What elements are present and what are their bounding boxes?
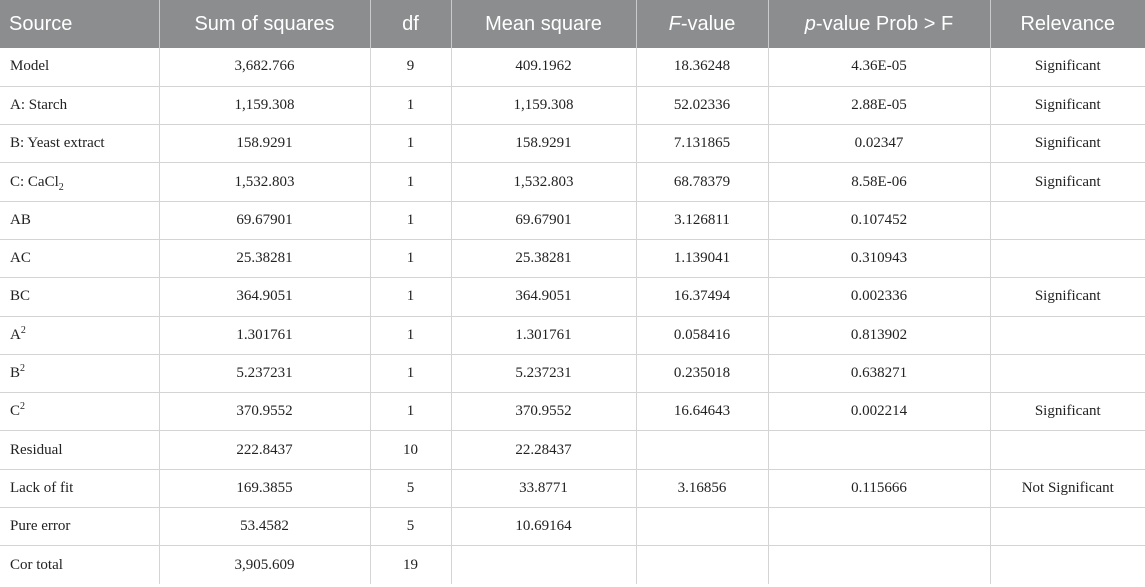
table-row xyxy=(0,546,1145,584)
cell-df: 1 xyxy=(370,278,451,316)
cell-source xyxy=(0,393,159,431)
cell-p-value: 0.813902 xyxy=(768,316,990,354)
cell-df: 1 xyxy=(370,86,451,124)
cell-source xyxy=(0,125,159,163)
cell-sum-of-squares: 25.38281 xyxy=(159,239,370,277)
cell-f-value xyxy=(636,431,768,469)
source-label: BC xyxy=(10,288,31,305)
cell-p-value: 4.36E-05 xyxy=(768,48,990,86)
header-sum-of-squares: Sum of squares xyxy=(159,0,370,48)
cell-mean-square: 370.9552 xyxy=(451,393,636,431)
cell-f-value: 68.78379 xyxy=(636,163,768,201)
header-f-rest: -value xyxy=(680,12,736,35)
source-label: C: CaCl xyxy=(10,173,59,190)
header-df: df xyxy=(370,0,451,48)
source-label: A xyxy=(10,326,21,343)
cell-relevance: Significant xyxy=(990,278,1145,316)
cell-sum-of-squares: 364.9051 xyxy=(159,278,370,316)
cell-source xyxy=(0,431,159,469)
source-label: B: Yeast extract xyxy=(10,135,105,152)
cell-sum-of-squares: 3,905.609 xyxy=(159,546,370,584)
table-row xyxy=(0,354,1145,392)
cell-source xyxy=(0,546,159,584)
table-row xyxy=(0,469,1145,507)
cell-relevance xyxy=(990,316,1145,354)
source-label: Pure error xyxy=(10,518,71,535)
table-row xyxy=(0,508,1145,546)
header-mean-square: Mean square xyxy=(451,0,636,48)
cell-f-value xyxy=(636,508,768,546)
table-row xyxy=(0,163,1145,201)
source-label: Lack of fit xyxy=(10,479,74,496)
cell-relevance: Not Significant xyxy=(990,469,1145,507)
cell-df: 1 xyxy=(370,316,451,354)
cell-f-value: 16.37494 xyxy=(636,278,768,316)
header-relevance: Relevance xyxy=(990,0,1145,48)
cell-mean-square: 158.9291 xyxy=(451,125,636,163)
cell-sum-of-squares: 69.67901 xyxy=(159,201,370,239)
source-superscript: 2 xyxy=(20,401,26,413)
cell-p-value: 0.107452 xyxy=(768,201,990,239)
cell-df: 1 xyxy=(370,354,451,392)
source-superscript: 2 xyxy=(20,363,26,375)
cell-df: 19 xyxy=(370,546,451,584)
cell-df: 9 xyxy=(370,48,451,86)
table-row xyxy=(0,86,1145,124)
cell-relevance xyxy=(990,239,1145,277)
cell-relevance xyxy=(990,431,1145,469)
cell-sum-of-squares: 370.9552 xyxy=(159,393,370,431)
source-label: C xyxy=(10,403,21,420)
header-row xyxy=(0,0,1145,48)
source-label: Residual xyxy=(10,441,63,458)
cell-source xyxy=(0,469,159,507)
cell-relevance: Significant xyxy=(990,125,1145,163)
cell-relevance xyxy=(990,354,1145,392)
source-subscript: 2 xyxy=(58,181,64,193)
table-row xyxy=(0,316,1145,354)
cell-mean-square: 69.67901 xyxy=(451,201,636,239)
cell-mean-square: 10.69164 xyxy=(451,508,636,546)
cell-p-value xyxy=(768,508,990,546)
cell-f-value: 0.058416 xyxy=(636,316,768,354)
cell-sum-of-squares: 5.237231 xyxy=(159,354,370,392)
cell-source xyxy=(0,163,159,201)
cell-df: 1 xyxy=(370,201,451,239)
cell-sum-of-squares: 158.9291 xyxy=(159,125,370,163)
cell-source xyxy=(0,48,159,86)
cell-f-value: 3.16856 xyxy=(636,469,768,507)
cell-sum-of-squares: 1.301761 xyxy=(159,316,370,354)
cell-f-value xyxy=(636,546,768,584)
cell-f-value: 3.126811 xyxy=(636,201,768,239)
cell-mean-square: 5.237231 xyxy=(451,354,636,392)
cell-f-value: 52.02336 xyxy=(636,86,768,124)
cell-p-value: 0.638271 xyxy=(768,354,990,392)
source-label: Cor total xyxy=(10,556,63,573)
cell-sum-of-squares: 169.3855 xyxy=(159,469,370,507)
table-body xyxy=(0,48,1145,584)
cell-f-value: 0.235018 xyxy=(636,354,768,392)
header-p-symbol: p xyxy=(804,12,816,35)
cell-p-value xyxy=(768,546,990,584)
source-label: A: Starch xyxy=(10,96,68,113)
cell-df: 1 xyxy=(370,163,451,201)
cell-source xyxy=(0,278,159,316)
table-row xyxy=(0,431,1145,469)
table-row xyxy=(0,393,1145,431)
cell-source xyxy=(0,201,159,239)
header-f-symbol: F xyxy=(668,12,681,35)
cell-source xyxy=(0,86,159,124)
cell-relevance xyxy=(990,508,1145,546)
table-row xyxy=(0,125,1145,163)
cell-f-value: 18.36248 xyxy=(636,48,768,86)
cell-df: 1 xyxy=(370,125,451,163)
header-p-rest: -value Prob > F xyxy=(815,12,954,35)
cell-sum-of-squares: 53.4582 xyxy=(159,508,370,546)
cell-relevance: Significant xyxy=(990,393,1145,431)
cell-sum-of-squares: 1,159.308 xyxy=(159,86,370,124)
cell-df: 1 xyxy=(370,239,451,277)
cell-mean-square: 364.9051 xyxy=(451,278,636,316)
cell-df: 10 xyxy=(370,431,451,469)
cell-p-value: 0.02347 xyxy=(768,125,990,163)
cell-source xyxy=(0,508,159,546)
cell-mean-square xyxy=(451,546,636,584)
cell-df: 5 xyxy=(370,508,451,546)
cell-source xyxy=(0,239,159,277)
cell-p-value: 0.310943 xyxy=(768,239,990,277)
header-f-value xyxy=(636,0,768,48)
cell-relevance: Significant xyxy=(990,48,1145,86)
cell-f-value: 16.64643 xyxy=(636,393,768,431)
source-label: Model xyxy=(10,58,50,75)
cell-mean-square: 1,532.803 xyxy=(451,163,636,201)
table-row xyxy=(0,278,1145,316)
header-p-value xyxy=(768,0,990,48)
cell-mean-square: 409.1962 xyxy=(451,48,636,86)
cell-relevance: Significant xyxy=(990,163,1145,201)
cell-mean-square: 25.38281 xyxy=(451,239,636,277)
cell-relevance xyxy=(990,201,1145,239)
cell-p-value: 0.002336 xyxy=(768,278,990,316)
cell-source xyxy=(0,316,159,354)
cell-p-value: 8.58E-06 xyxy=(768,163,990,201)
source-label: B xyxy=(10,365,21,382)
cell-p-value xyxy=(768,431,990,469)
cell-f-value: 1.139041 xyxy=(636,239,768,277)
cell-df: 5 xyxy=(370,469,451,507)
cell-p-value: 2.88E-05 xyxy=(768,86,990,124)
cell-relevance xyxy=(990,546,1145,584)
cell-sum-of-squares: 222.8437 xyxy=(159,431,370,469)
table-header xyxy=(0,0,1145,48)
cell-sum-of-squares: 1,532.803 xyxy=(159,163,370,201)
table-row xyxy=(0,201,1145,239)
header-source: Source xyxy=(0,0,159,48)
cell-df: 1 xyxy=(370,393,451,431)
cell-f-value: 7.131865 xyxy=(636,125,768,163)
cell-relevance: Significant xyxy=(990,86,1145,124)
cell-mean-square: 33.8771 xyxy=(451,469,636,507)
cell-p-value: 0.115666 xyxy=(768,469,990,507)
table-row xyxy=(0,239,1145,277)
source-superscript: 2 xyxy=(20,324,26,336)
cell-mean-square: 1,159.308 xyxy=(451,86,636,124)
cell-mean-square: 22.28437 xyxy=(451,431,636,469)
table-row xyxy=(0,48,1145,86)
source-label: AC xyxy=(10,250,31,267)
source-label: AB xyxy=(10,211,31,228)
cell-p-value: 0.002214 xyxy=(768,393,990,431)
cell-mean-square: 1.301761 xyxy=(451,316,636,354)
cell-sum-of-squares: 3,682.766 xyxy=(159,48,370,86)
cell-source xyxy=(0,354,159,392)
